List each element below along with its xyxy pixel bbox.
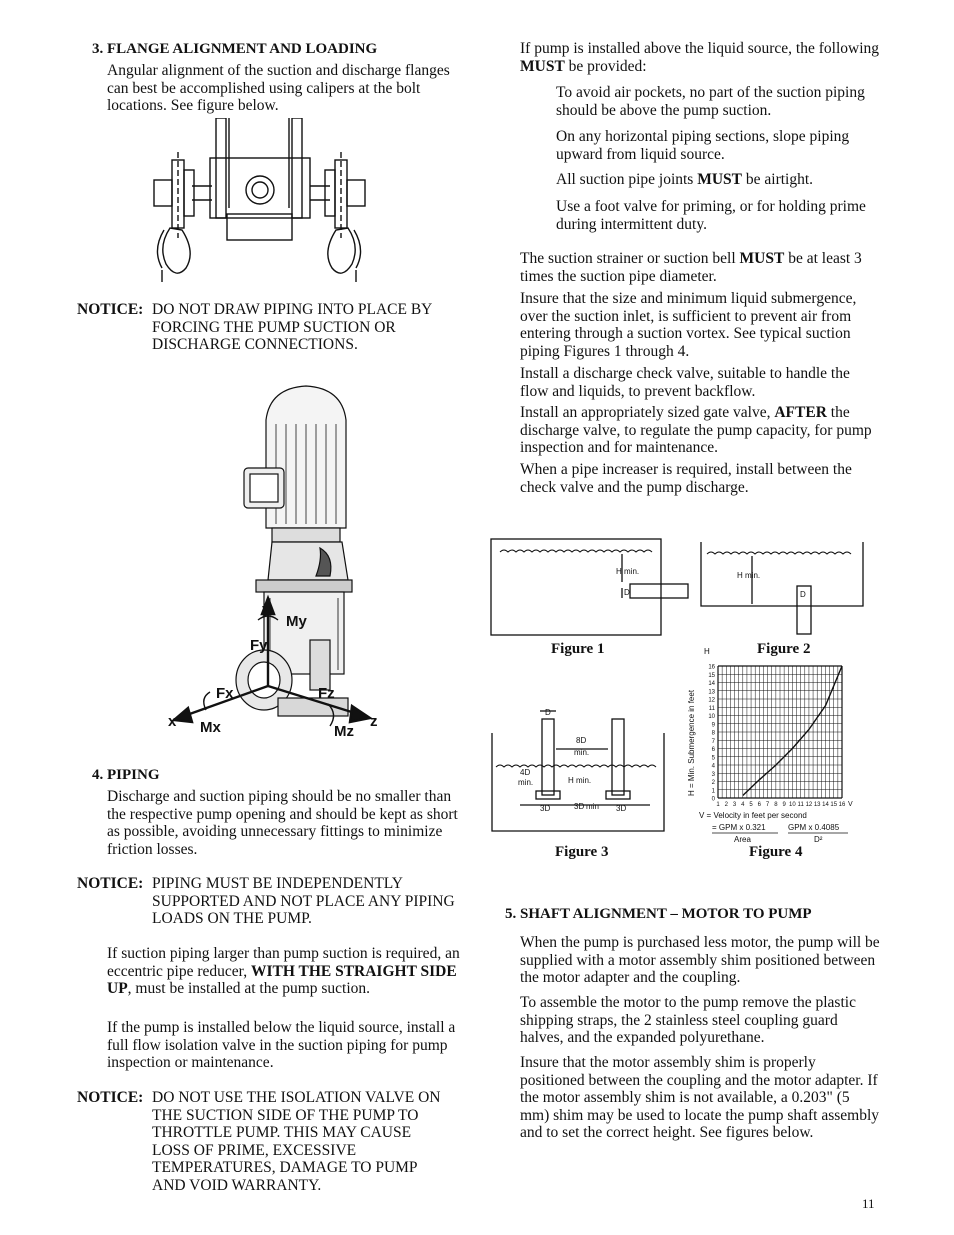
flange-alignment-figure <box>152 118 377 284</box>
below-source-paragraph: If the pump is installed below the liquid source, install a full flow isolation valve in the suction piping for pump inspection or maintenance. <box>107 1019 456 1072</box>
gate-valve-paragraph <box>520 404 880 457</box>
item3-text-end: be airtight. <box>742 171 814 188</box>
fig4-formula-2: GPM x 0.4085 <box>788 823 840 832</box>
x-tick-label: 6 <box>757 802 762 808</box>
x-tick-label: 5 <box>749 802 753 808</box>
x-tick-label: 10 <box>789 802 796 808</box>
figure-4-chart <box>684 644 864 844</box>
above-source-intro <box>520 40 880 75</box>
submergence-paragraph: Insure that the size and minimum liquid submergence, over the suction inlet, is sufficient to prevent air from entering through a suction vortex. See typical suction piping Figures 1 through 4. <box>520 290 857 360</box>
x-tick-label: 9 <box>782 802 786 808</box>
fig3-4d-min-label: min. <box>518 778 534 787</box>
notice-label: NOTICE: <box>77 1089 144 1106</box>
fig3-hmin-label: H min. <box>568 776 592 785</box>
x-tick-label: 8 <box>774 802 778 808</box>
x-tick-label: 1 <box>716 802 720 808</box>
increaser-paragraph: When a pipe increaser is required, install between the check valve and the pump discharge. <box>520 461 852 496</box>
y-tick-label: 7 <box>711 738 715 745</box>
notice-isolation-valve <box>77 1089 467 1199</box>
strainer-emphasis: MUST <box>739 250 785 267</box>
y-tick-label: 16 <box>708 664 715 671</box>
y-tick-label: 5 <box>711 755 715 762</box>
fig2-hmin-label: H min. <box>737 571 761 580</box>
reducer-text: If suction piping larger than pump suction is required, an eccentric pipe reducer, <box>107 945 460 980</box>
figure-2-diagram <box>697 538 869 638</box>
strainer-text-end: be at least 3 times the suction pipe diameter. <box>520 250 862 285</box>
fig3-d-mid-label: 3D <box>574 802 585 811</box>
vertical-pump-forces-figure <box>160 380 390 740</box>
fig4-y-axis-label: H = Min. Submergence in feet <box>687 689 696 796</box>
reducer-emphasis: WITH THE STRAIGHT SIDE UP <box>107 962 457 998</box>
fig4-formula-2-denominator: D² <box>814 835 823 844</box>
fig3-3d-left-label: 3D <box>540 804 551 813</box>
requirement-item-1: To avoid air pockets, no part of the suction piping should be above the pump suction. <box>556 84 865 119</box>
x-tick-label: 2 <box>724 802 728 808</box>
fig3-8d-label: 8D <box>576 736 587 745</box>
axis-z-label: z <box>370 713 378 730</box>
figure-3-caption: Figure 3 <box>555 844 609 860</box>
item3-emphasis: MUST <box>697 171 743 188</box>
x-tick-label: 16 <box>838 802 846 808</box>
strainer-paragraph <box>520 250 880 285</box>
notice-text: DO NOT USE THE ISOLATION VALVE ON THE SUCTION SIDE OF THE PUMP TO THROTTLE PUMP. THIS MAY CAUSE LOSS OF PRIME, EXCESSIVE TEMPERATURES, DAMAGE TO PUMP AND VOID WARRANTY. <box>152 1089 441 1194</box>
notice-no-forcing <box>77 301 467 361</box>
y-tick-label: 6 <box>711 747 715 753</box>
reducer-text-end: , must be installed at the pump suction. <box>127 980 371 998</box>
y-tick-label: 0 <box>711 796 715 803</box>
requirement-item-2: On any horizontal piping sections, slope piping upward from liquid source. <box>556 128 850 163</box>
x-tick-label: 3 <box>732 802 737 808</box>
axis-y-label: y <box>262 601 271 618</box>
strainer-text: The suction strainer or suction bell <box>520 250 740 267</box>
y-tick-label: 4 <box>711 763 715 770</box>
fig4-formula-1: = GPM x 0.321 <box>712 823 766 832</box>
reducer-paragraph <box>107 945 467 998</box>
y-tick-label: 14 <box>708 681 715 687</box>
notice-text: DO NOT DRAW PIPING INTO PLACE BY FORCING THE PUMP SUCTION OR DISCHARGE CONNECTIONS. <box>152 301 432 354</box>
fig4-v-label: V <box>848 801 853 808</box>
figure-3-diagram <box>490 705 680 835</box>
y-tick-label: 1 <box>711 788 715 795</box>
figure-2-caption: Figure 2 <box>757 641 811 657</box>
fig2-d-label: D <box>800 590 806 599</box>
figure-1-caption: Figure 1 <box>551 641 605 657</box>
fig3-3d-right-label: 3D <box>616 804 627 813</box>
page-number: 11 <box>862 1196 875 1211</box>
x-tick-label: 12 <box>805 802 813 808</box>
intro-text: If pump is installed above the liquid source, the following <box>520 40 880 57</box>
x-tick-label: 7 <box>765 802 770 808</box>
section-3-heading: 3. FLANGE ALIGNMENT AND LOADING <box>92 41 378 57</box>
fig1-d-label: D <box>624 588 630 597</box>
section-5-paragraph-2: To assemble the motor to the pump remove the plastic shipping straps, the 2 stainless steel coupling guard halves, and the expanded polyurethane. <box>520 994 856 1047</box>
y-tick-label: 12 <box>708 697 715 704</box>
force-fy-label: Fy <box>250 637 268 654</box>
y-tick-label: 8 <box>711 730 715 737</box>
section-5-paragraph-3: Insure that the motor assembly shim is properly positioned between the coupling and the motor adapter. If the motor assembly shim is not available, a 0.203" (5 mm) shim may be used to locate the pump shaft assembly and to set the correct height. See figures below. <box>520 1054 880 1142</box>
x-tick-label: 11 <box>797 802 804 808</box>
figure-4-caption: Figure 4 <box>749 844 803 860</box>
x-tick-label: 14 <box>822 802 829 808</box>
section-3-body: Angular alignment of the suction and discharge flanges can best be accomplished using calipers at the bolt locations. See figure below. <box>107 62 450 115</box>
gate-emphasis: AFTER <box>774 404 827 421</box>
intro-text-end: be provided: <box>564 57 647 75</box>
y-tick-label: 15 <box>708 672 715 679</box>
y-tick-label: 9 <box>711 722 715 729</box>
notice-text: PIPING MUST BE INDEPENDENTLY SUPPORTED AND NOT PLACE ANY PIPING LOADS ON THE PUMP. <box>152 875 455 928</box>
moment-mx-label: Mx <box>200 719 221 736</box>
notice-label: NOTICE: <box>77 301 144 318</box>
fig3-mid-min-label: min <box>586 802 599 811</box>
x-tick-label: 13 <box>813 802 821 808</box>
y-tick-label: 11 <box>708 705 715 712</box>
section-4-heading: 4. PIPING <box>92 767 160 783</box>
notice-label: NOTICE: <box>77 875 144 892</box>
requirement-item-3 <box>556 171 878 189</box>
moment-mz-label: Mz <box>334 723 354 740</box>
fig4-h-label: H <box>704 647 710 656</box>
requirement-item-4: Use a foot valve for priming, or for holding prime during intermittent duty. <box>556 198 866 233</box>
y-tick-label: 2 <box>711 780 715 786</box>
y-tick-label: 10 <box>708 714 715 720</box>
gate-text: Install an appropriately sized gate valve, <box>520 404 775 421</box>
item3-text: All suction pipe joints <box>556 171 698 188</box>
force-fx-label: Fx <box>216 685 234 702</box>
x-tick-label: 15 <box>830 802 838 808</box>
section-5-heading: 5. SHAFT ALIGNMENT – MOTOR TO PUMP <box>505 906 812 922</box>
y-tick-label: 3 <box>711 771 715 778</box>
fig3-d-label: D <box>545 708 551 717</box>
intro-emphasis: MUST <box>520 57 565 75</box>
axis-x-label: x <box>168 713 177 730</box>
fig4-x-axis-label: V = Velocity in feet per second <box>699 811 807 820</box>
section-5-paragraph-1: When the pump is purchased less motor, the pump will be supplied with a motor assembly shim positioned between the motor adapter and the coupling. <box>520 934 880 987</box>
fig4-formula-1-denominator: Area <box>734 835 751 844</box>
check-valve-paragraph: Install a discharge check valve, suitable to handle the flow and liquids, to prevent backflow. <box>520 365 850 400</box>
x-tick-label: 4 <box>741 802 745 808</box>
y-tick-label: 13 <box>708 689 715 696</box>
fig3-8d-min-label: min. <box>574 748 590 757</box>
moment-my-label: My <box>286 613 307 630</box>
figure-1-diagram <box>490 538 690 638</box>
section-4-body: Discharge and suction piping should be no smaller than the respective pump opening and should be kept as short as possible, avoiding unnecessary fittings to minimize friction losses. <box>107 788 458 858</box>
gate-text-end: the discharge valve, to regulate the pump capacity, for pump inspection and for maintenance. <box>520 404 872 457</box>
force-fz-label: Fz <box>318 685 335 702</box>
fig1-hmin-label: H min. <box>616 567 640 576</box>
notice-piping-support <box>77 875 467 935</box>
fig3-4d-label: 4D <box>520 768 531 777</box>
